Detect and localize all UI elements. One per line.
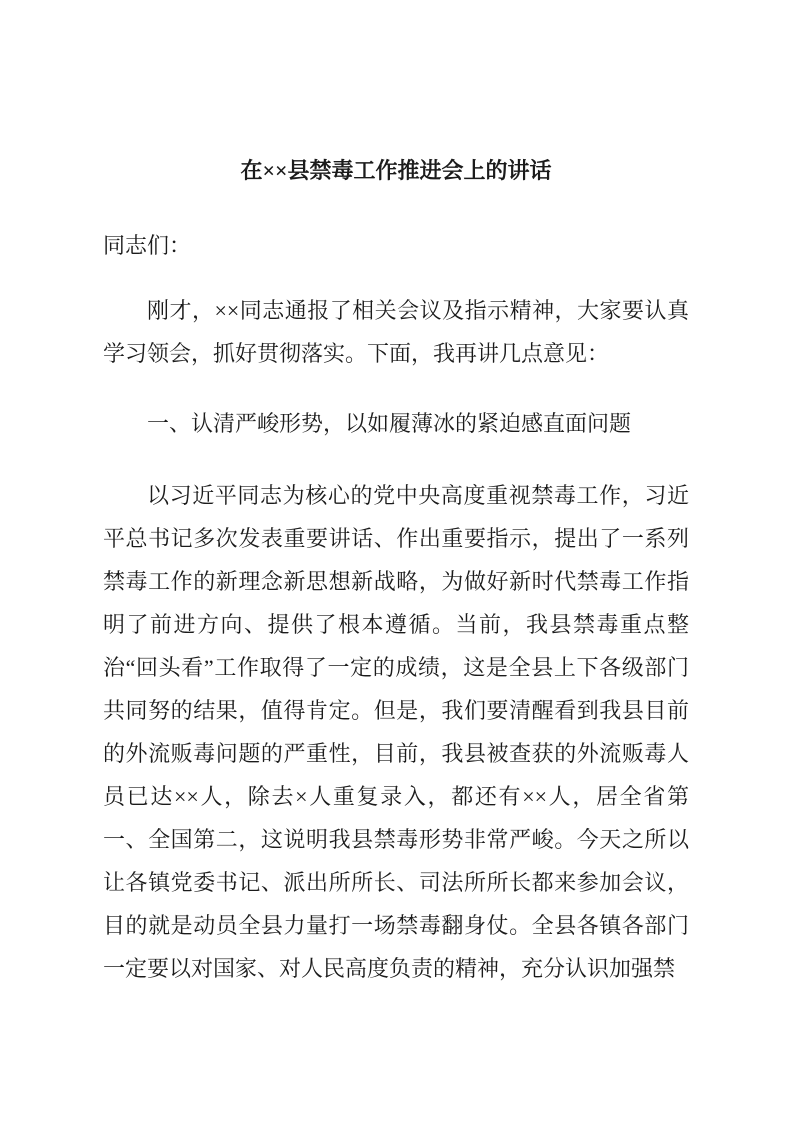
salutation: 同志们： [103, 233, 192, 258]
section-heading-1: 一、认清严峻形势，以如履薄冰的紧迫感直面问题 [147, 411, 632, 436]
paragraph-body: 以习近平同志为核心的党中央高度重视禁毒工作，习近平总书记多次发表重要讲话、作出重要指示，提出了一系列禁毒工作的新理念新思想新战略，为做好新时代禁毒工作指明了前进方向、提供了根本遵循。当前，我县禁毒重点整治“回头看”工作取得了一定的成绩，这是全县上下各级部门共同努的结果，值得肯定。但是，我们要清醒看到我县目前的外流贩毒问题的严重性，目前，我县被查获的外流贩毒人员已达××人，除去×人重复录入，都还有××人，居全省第一、全国第二，这说明我县禁毒形势非常严峻。今天之所以让各镇党委书记、派出所所长、司法所所长都来参加会议，目的就是动员全县力量打一场禁毒翻身仗。全县各镇各部门一定要以对国家、对人民高度负责的精神，充分认识加强禁 [103, 483, 689, 981]
paragraph-opening: 刚才，××同志通报了相关会议及指示精神，大家要认真学习领会，抓好贯彻落实。下面，我再讲几点意见： [103, 298, 689, 366]
document-title: 在××县禁毒工作推进会上的讲话 [240, 158, 552, 183]
